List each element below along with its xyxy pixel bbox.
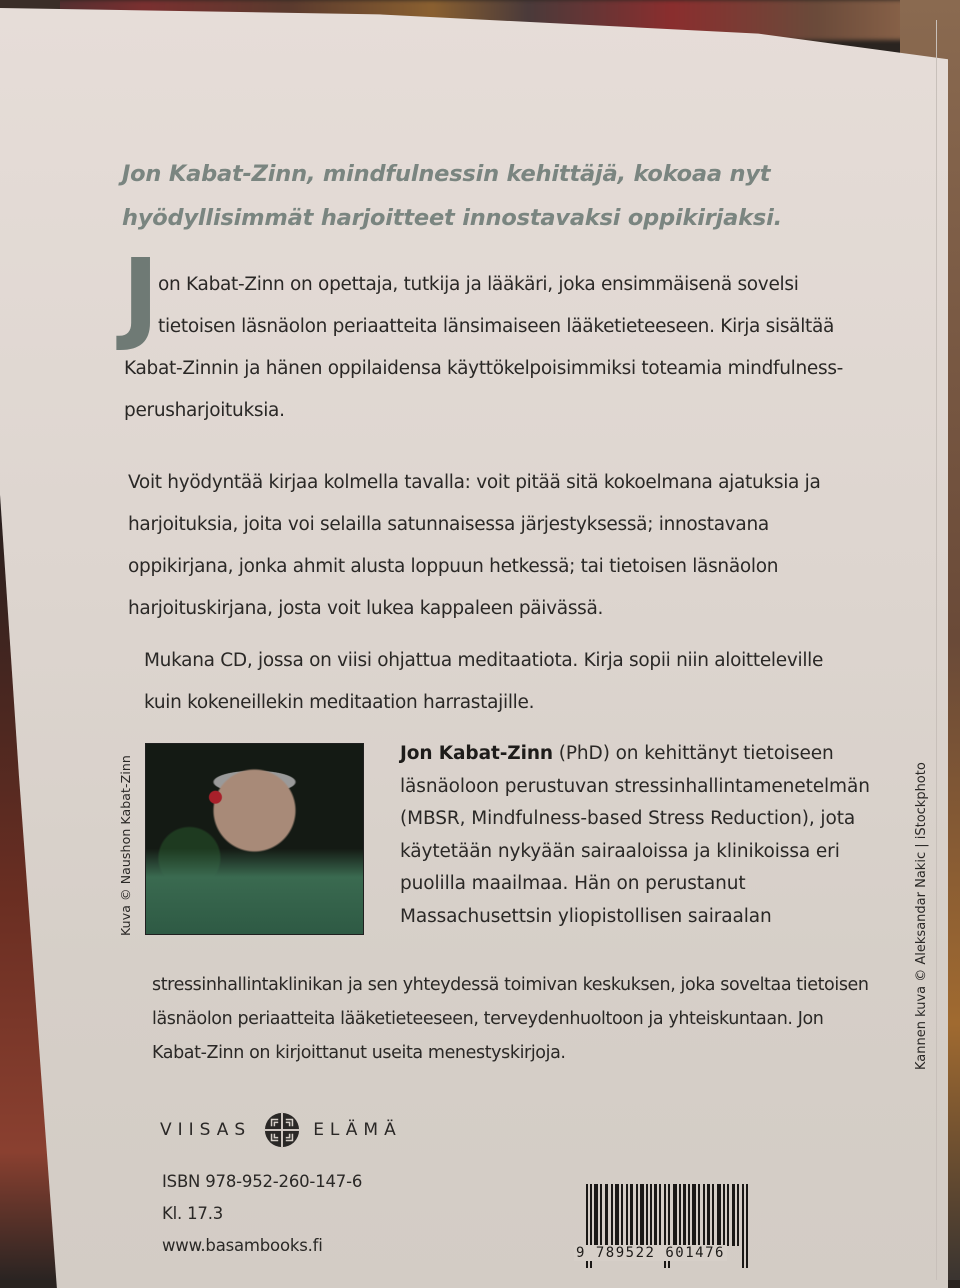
intro-text: on Kabat-Zinn on opettaja, tutkija ja lääkäri, joka ensimmäisenä sovelsi tietoisen läsnäolon periaatteita länsimaiseen lääketieteeseen. Kirja sisältää Kabat-Zinnin ja hänen oppilaidensa käyttökelpoisimmiksi toteamia mindfulness-perusharjoituksia. (124, 274, 844, 421)
cd-note-paragraph: Mukana CD, jossa on viisi ohjattua meditaatiota. Kirja sopii niin aloitteleville kuin kokeneillekin meditaation harrastajille. (144, 650, 824, 713)
bio-text: (PhD) on kehittänyt tietoiseen läsnäoloon perustuvan stressinhallintamenetelmän (MBSR, Mindfulness-based Stress Reduction), jota käytetään nykyään sairaaloissa ja klinikoissa eri puolilla maailmaa. Hän on perustanut Massachusettsin yliopistollisen sairaalan (400, 743, 870, 927)
barcode-digits: 9 789522 601476 (576, 1245, 725, 1261)
usage-paragraph: Voit hyödyntää kirjaa kolmella tavalla: voit pitää sitä kokoelmana ajatuksia ja harjoituksia, joita voi selailla satunnaisessa järjestyksessä; innostavana oppikirjana, jonka ahmit alusta loppuun hetkessä; tai tietoisen läsnäolon harjoituskirjana, josta voit lukea kappaleen päivässä. (128, 472, 821, 619)
tagline: Jon Kabat-Zinn, mindfulnessin kehittäjä, kokoaa nyt hyödyllisimmät harjoitteet innostavaksi oppikirjaksi. (122, 161, 782, 231)
classification: Kl. 17.3 (162, 1204, 224, 1223)
cover-image-credit: Kannen kuva © Aleksandar Nakic | iStockphoto (914, 762, 929, 1070)
intro-paragraph (122, 237, 844, 432)
dropcap: J (122, 237, 159, 354)
author-name: Jon Kabat-Zinn (400, 743, 553, 764)
publisher-website: www.basambooks.fi (162, 1236, 323, 1255)
series-name-right: ELÄMÄ (313, 1120, 402, 1140)
cover-fold-line (936, 20, 937, 1280)
author-bio (400, 738, 880, 933)
series-name-left: VIISAS (160, 1120, 252, 1140)
publisher-logo (160, 1110, 402, 1150)
author-bio-continued: stressinhallintaklinikan ja sen yhteydessä toimivan keskuksen, joka soveltaa tietoisen läsnäolon periaatteita lääketieteeseen, terveydenhuoltoon ja yhteiskuntaan. Jon Kabat-Zinn on kirjoittanut useita menestyskirjoja. (152, 975, 869, 1063)
author-photo (145, 743, 364, 935)
isbn: ISBN 978-952-260-147-6 (162, 1172, 363, 1191)
photo-credit: Kuva © Naushon Kabat-Zinn (118, 755, 133, 936)
fret-circle-logo-icon (263, 1111, 301, 1149)
